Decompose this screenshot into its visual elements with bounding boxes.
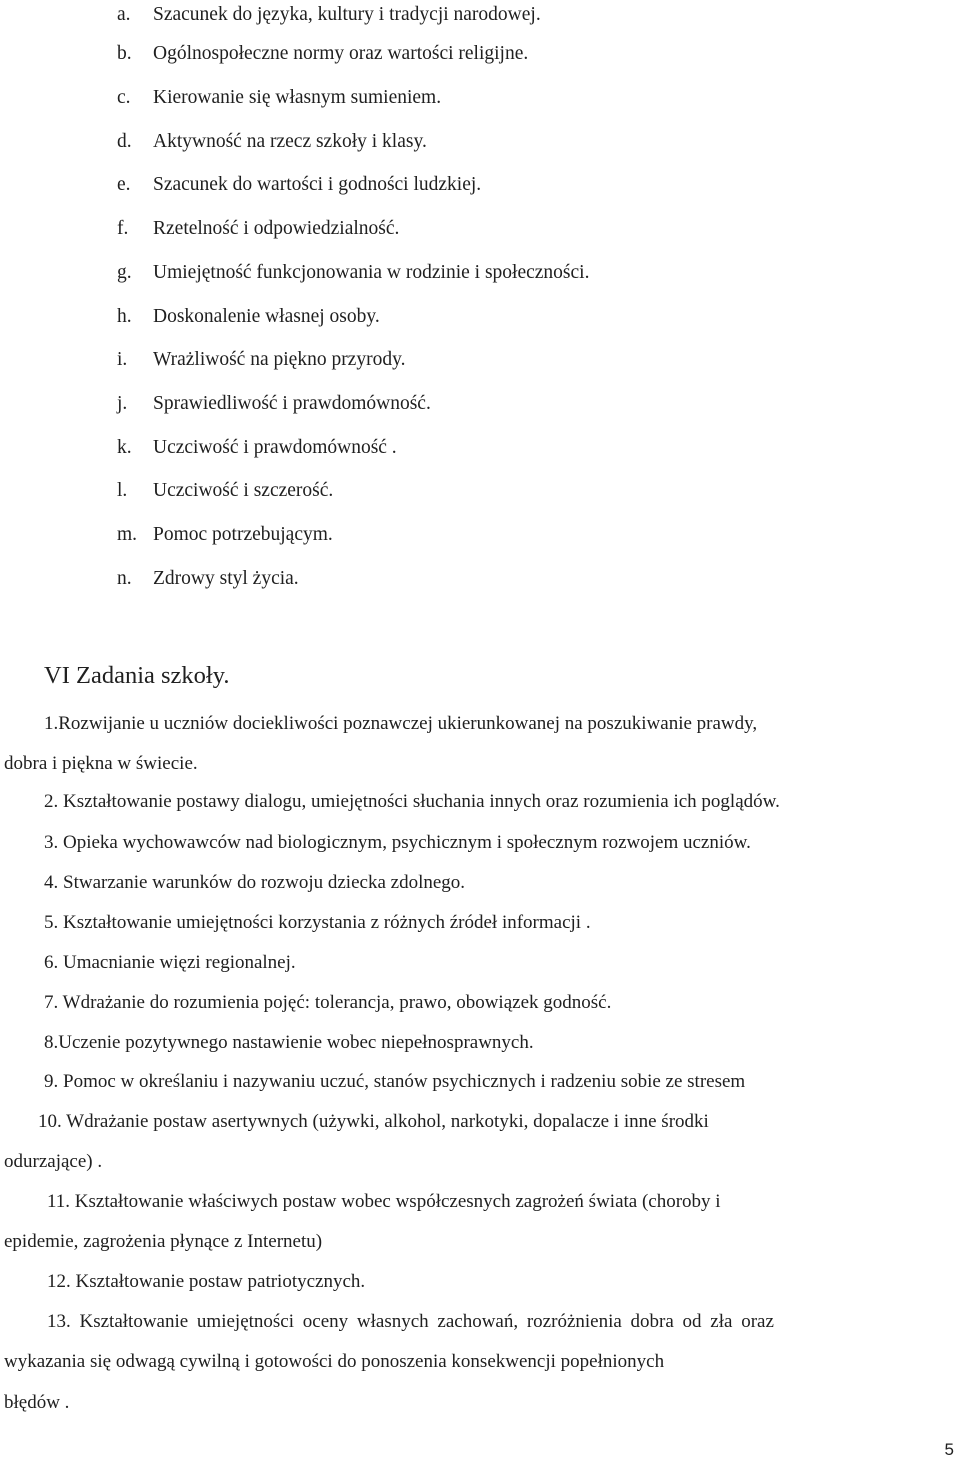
task-item-continuation [4,744,198,784]
page-number: 5 [944,1440,954,1459]
list-item-text: Kierowanie się własnym sumieniem. [153,87,442,108]
task-number: 2. [44,791,59,812]
task-text: Kształtowanie postaw patriotycznych. [75,1271,366,1292]
list-marker: m. [117,524,138,545]
task-item [38,1102,709,1142]
list-marker: i. [117,349,128,370]
task-text: Opieka wychowawców nad biologicznym, psychicznym i społecznym rozwojem uczniów. [63,832,751,853]
task-item [44,943,296,983]
list-marker: b. [117,43,132,64]
task-item [44,863,465,903]
task-number: 9. [44,1071,59,1092]
task-text: wykazania się odwagą cywilną i gotowości do ponoszenia konsekwencji popełnionych [4,1351,665,1372]
task-item [44,1062,745,1102]
task-number: 11. [47,1191,71,1212]
list-item-text: Rzetelność i odpowiedzialność. [153,218,400,239]
list-marker: a. [117,4,131,25]
task-item [44,704,757,744]
task-item [47,1262,365,1302]
task-item [44,1023,534,1063]
list-item-text: Umiejętność funkcjonowania w rodzinie i społeczności. [153,262,590,283]
list-marker: e. [117,174,131,195]
task-text: Kształtowanie umiejętności oceny własnych zachowań, rozróżnienia dobra od zła oraz [79,1311,774,1332]
task-number: 10. [38,1111,62,1132]
task-number: 13. [47,1311,71,1332]
task-number: 7. [44,992,59,1013]
section-heading: VI Zadania szkoły. [44,662,230,689]
list-item-text: Doskonalenie własnej osoby. [153,306,380,327]
task-text: Umacnianie więzi regionalnej. [63,952,296,973]
list-item-text: Uczciwość i prawdomówność . [153,437,397,458]
list-item-text: Szacunek do języka, kultury i tradycji narodowej. [153,4,541,25]
list-marker: f. [117,218,129,239]
task-text: dobra i piękna w świecie. [4,753,198,774]
task-text: Wdrażanie do rozumienia pojęć: tolerancja, prawo, obowiązek godność. [62,992,612,1013]
task-text: Kształtowanie umiejętności korzystania z różnych źródeł informacji . [63,912,591,933]
task-item-continuation [4,1342,664,1382]
task-item [44,903,591,943]
task-text: odurzające) . [4,1151,103,1172]
task-text: błędów . [4,1392,70,1413]
task-item-continuation [4,1142,102,1182]
list-marker: k. [117,437,132,458]
task-item [44,983,611,1023]
task-item [44,782,780,822]
task-text: Rozwijanie u uczniów dociekliwości poznawczej ukierunkowanej na poszukiwanie prawdy, [58,713,758,734]
list-item-text: Aktywność na rzecz szkoły i klasy. [153,131,427,152]
list-item-text: Sprawiedliwość i prawdomówność. [153,393,431,414]
list-item-text: Ogólnospołeczne normy oraz wartości religijne. [153,43,529,64]
list-marker: j. [117,393,128,414]
list-marker: c. [117,87,131,108]
task-item [47,1302,774,1342]
task-item-continuation [4,1383,69,1423]
list-marker: l. [117,480,128,501]
task-number: 8. [44,1032,59,1053]
list-marker: h. [117,306,132,327]
task-item [47,1182,721,1222]
list-item-text: Wrażliwość na piękno przyrody. [153,349,406,370]
task-number: 6. [44,952,59,973]
task-text: Kształtowanie postawy dialogu, umiejętności słuchania innych oraz rozumienia ich poglądów. [63,791,780,812]
task-item [44,823,751,863]
list-marker: d. [117,131,132,152]
task-item-continuation [4,1222,322,1262]
task-text: epidemie, zagrożenia płynące z Internetu) [4,1231,323,1252]
list-marker: n. [117,568,132,589]
task-text: Uczenie pozytywnego nastawienie wobec niepełnosprawnych. [58,1032,534,1053]
list-marker: g. [117,262,132,283]
task-text: Stwarzanie warunków do rozwoju dziecka zdolnego. [63,872,466,893]
list-item-text: Szacunek do wartości i godności ludzkiej. [153,174,482,195]
task-number: 5. [44,912,59,933]
task-text: Pomoc w określaniu i nazywaniu uczuć, stanów psychicznych i radzeniu sobie ze stresem [63,1071,746,1092]
task-number: 12. [47,1271,71,1292]
task-text: Kształtowanie właściwych postaw wobec współczesnych zagrożeń świata (choroby i [74,1191,721,1212]
list-item-text: Uczciwość i szczerość. [153,480,334,501]
task-number: 4. [44,872,59,893]
task-number: 3. [44,832,59,853]
list-item-text: Zdrowy styl życia. [153,568,299,589]
task-text: Wdrażanie postaw asertywnych (używki, alkohol, narkotyki, dopalacze i inne środki [66,1111,709,1132]
task-number: 1. [44,713,59,734]
list-item-text: Pomoc potrzebującym. [153,524,333,545]
